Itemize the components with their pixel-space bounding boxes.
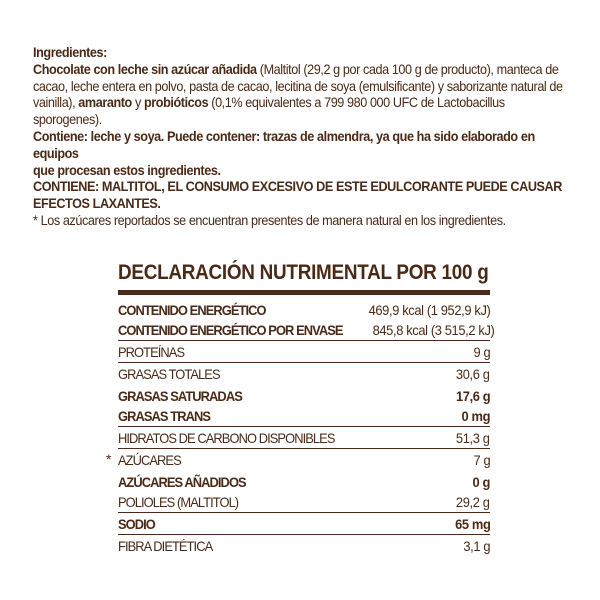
amaranto-ingredient: amaranto <box>78 95 132 111</box>
row-label: GRASAS SATURADAS <box>118 387 242 404</box>
maltitol-warning: CONTIENE: MALTITOL, EL CONSUMO EXCESIVO DE ESTE EDULCORANTE PUEDE CAUSAR EFECTOS LAXANTES. <box>33 179 562 212</box>
row-label: POLIOLES (MALTITOL) <box>118 494 239 510</box>
row-label: SODIO <box>118 515 155 532</box>
nutrition-title: DECLARACIÓN NUTRIMENTAL POR 100 g <box>118 261 489 284</box>
row-trans-fat <box>118 406 490 428</box>
chocolate-details: (Maltitol (29,2 g por cada 100 g de producto), manteca de cacao, leche entera en polvo, pasta de cacao, lecitina de soya (emulsificante) y saborizante natural de vainilla), <box>33 61 563 111</box>
title-divider <box>118 290 490 295</box>
ingredients-heading: Ingredientes: <box>33 45 107 60</box>
row-polyols <box>118 492 490 514</box>
row-sugars <box>106 449 490 471</box>
row-label: CONTENIDO ENERGÉTICO POR ENVASE <box>118 322 343 338</box>
row-label: GRASAS TOTALES <box>118 366 220 382</box>
row-value: 65 mg <box>454 515 490 532</box>
sugar-footnote: * Los azúcares reportados se encuentran presentes de manera natural en los ingredientes. <box>33 212 506 228</box>
row-value: 7 g <box>473 452 490 468</box>
row-saturated-fat <box>118 384 490 406</box>
row-value: 30,6 g <box>456 366 490 382</box>
row-energy <box>118 298 490 320</box>
row-value: 29,2 g <box>456 494 490 510</box>
row-label: AZÚCARES AÑADIDOS <box>118 473 246 490</box>
row-label: HIDRATOS DE CARBONO DISPONIBLES <box>118 429 335 446</box>
row-proteins <box>118 341 490 363</box>
row-value: 469,9 kcal (1 952,9 kJ) <box>368 301 490 318</box>
row-value: 0 g <box>472 473 490 490</box>
row-label: AZÚCARES <box>118 452 181 468</box>
footnote-marker: * <box>106 451 112 467</box>
row-value: 0 mg <box>461 408 490 424</box>
row-total-fat <box>118 363 490 385</box>
row-fiber <box>118 535 490 557</box>
row-added-sugars <box>118 470 490 492</box>
row-energy-package <box>118 320 495 342</box>
allergen-statement: Contiene: leche y soya. Puede contener: trazas de almendra, ya que ha sido elaborado en equipos <box>33 128 535 161</box>
row-label: FIBRA DIETÉTICA <box>118 538 213 554</box>
row-label: CONTENIDO ENERGÉTICO <box>118 301 266 318</box>
row-value: 51,3 g <box>456 429 490 446</box>
row-carbohydrates <box>118 427 490 449</box>
row-value: 3,1 g <box>463 538 490 554</box>
chocolate-ingredient: Chocolate con leche sin azúcar añadida <box>33 61 257 77</box>
row-value: 845,8 kcal (3 515,2 kJ) <box>372 322 495 338</box>
row-label: PROTEÍNAS <box>118 343 185 360</box>
row-sodium <box>118 513 490 535</box>
ingredients-section <box>33 45 572 230</box>
nutrition-table <box>106 258 495 556</box>
row-label: GRASAS TRANS <box>118 408 211 424</box>
probioticos-details: (0,1% equivalentes a 799 980 000 UFC de Lactobacillus sporogenes). <box>33 95 505 128</box>
conjunction: y <box>131 95 144 111</box>
row-value: 17,6 g <box>455 387 490 404</box>
allergen-statement-cont: que procesan estos ingredientes. <box>33 162 221 178</box>
probioticos-ingredient: probióticos <box>143 95 209 111</box>
ingredients-list <box>33 62 572 129</box>
row-value: 9 g <box>473 343 490 360</box>
